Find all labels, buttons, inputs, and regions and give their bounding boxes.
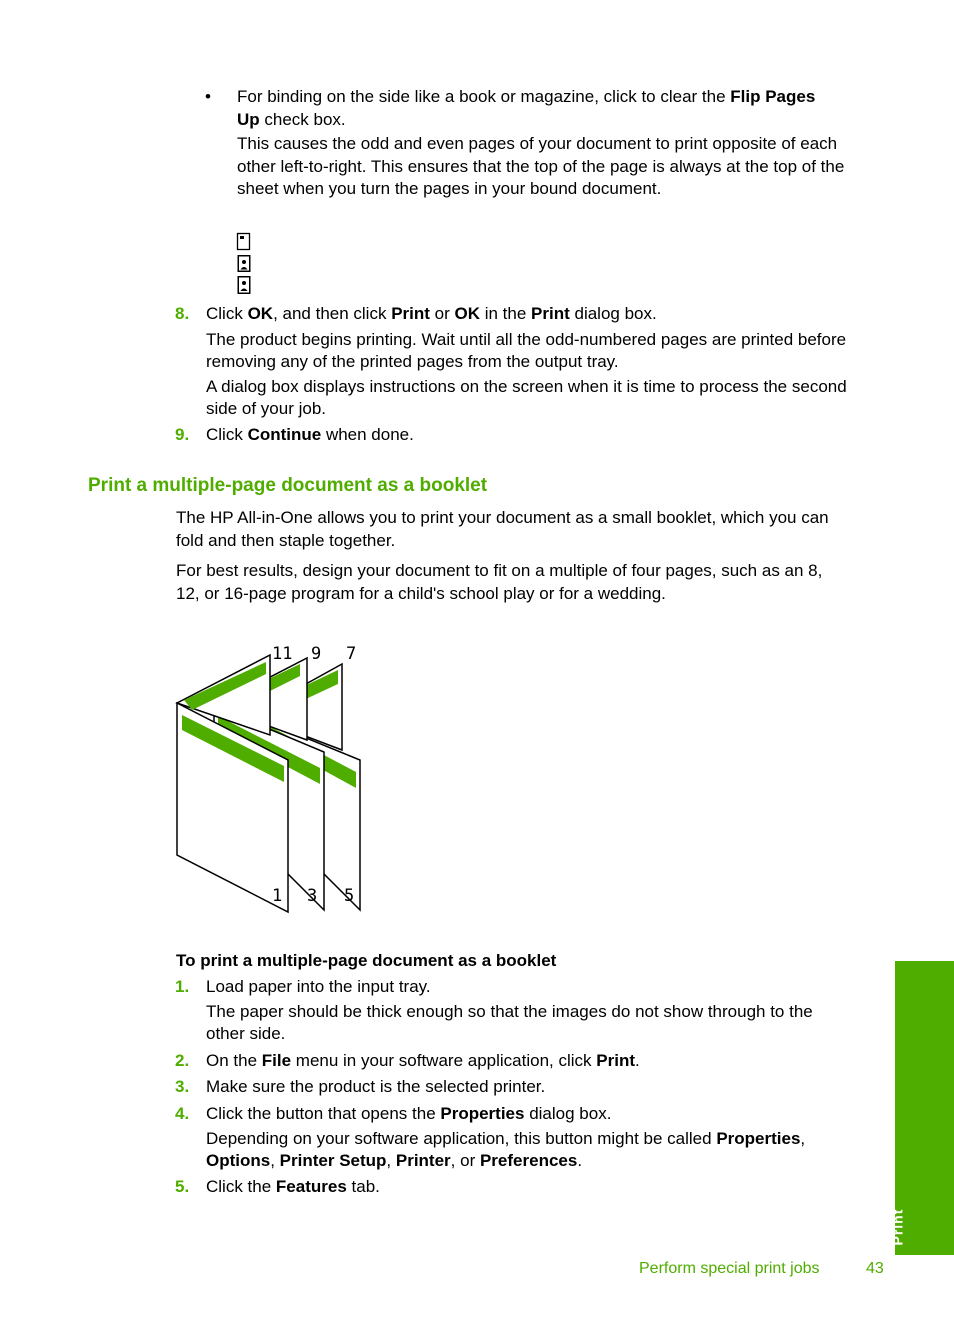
page-number-bottom-1: 1 [272,886,283,906]
step-number: 5. [175,1177,190,1196]
page-person-icon-2 [238,276,251,294]
page-number-bottom-3: 3 [307,886,318,906]
booklet-illustration [170,640,370,920]
step-text: Click the button that opens the Properties dialog box. Depending on your software application, this button might be called Properties, Options, Printer Setup, Printer, or Preferences. [206,1104,806,1170]
page-number-top-7: 7 [346,644,357,664]
bullet-marker: • [205,87,211,106]
page-number-top-11: 11 [272,644,293,664]
chapter-side-tab-label: Print [889,1208,906,1245]
step-number: 2. [175,1051,190,1070]
bullet-text: For binding on the side like a book or magazine, click to clear the Flip Pages Up check box. This causes the odd and even pages of your document to print opposite of each other left-to-right. This ensures that the top of the page is always at the top of the sheet when you turn the pages in your bound document. [237,87,845,198]
page-person-icon [238,255,251,272]
step-text: Click the Features tab. [206,1177,380,1196]
section-paragraphs: The HP All-in-One allows you to print your document as a small booklet, which you can fold and then staple together. For best results, design your document to fit on a multiple of four pages, such as an 8, 12, or 16-page program for a child's school play or for a wedding. [176,508,829,603]
step-number: 1. [175,977,190,996]
page-orientation-icons [236,232,254,296]
step-number: 4. [175,1104,190,1123]
step-number: 3. [175,1077,190,1096]
step-text: On the File menu in your software application, click Print. [206,1051,640,1070]
step-text: Load paper into the input tray. The paper should be thick enough so that the images do not show through to the other side. [206,977,813,1043]
step-number: 8. [175,304,190,323]
step-number: 9. [175,425,190,444]
step-text: Make sure the product is the selected printer. [206,1077,546,1096]
section-heading: Print a multiple-page document as a booklet [88,475,488,496]
procedure-title: To print a multiple-page document as a booklet [176,951,557,970]
step-text: Click OK, and then click Print or OK in the Print dialog box. The product begins printing. Wait until all the odd-numbered pages are printed before removing any of the printed pages from the output tray. A dialog box displays instructions on the screen when it is time to process the second side of your job. [206,304,847,418]
page-number-bottom-5: 5 [344,886,355,906]
page-blank-icon [238,234,250,250]
chapter-side-tab [889,961,954,1255]
page-number: 43 [866,1260,884,1277]
page-number-top-9: 9 [311,644,322,664]
footer-section-title: Perform special print jobs [639,1260,820,1277]
step-text: Click Continue when done. [206,425,414,444]
